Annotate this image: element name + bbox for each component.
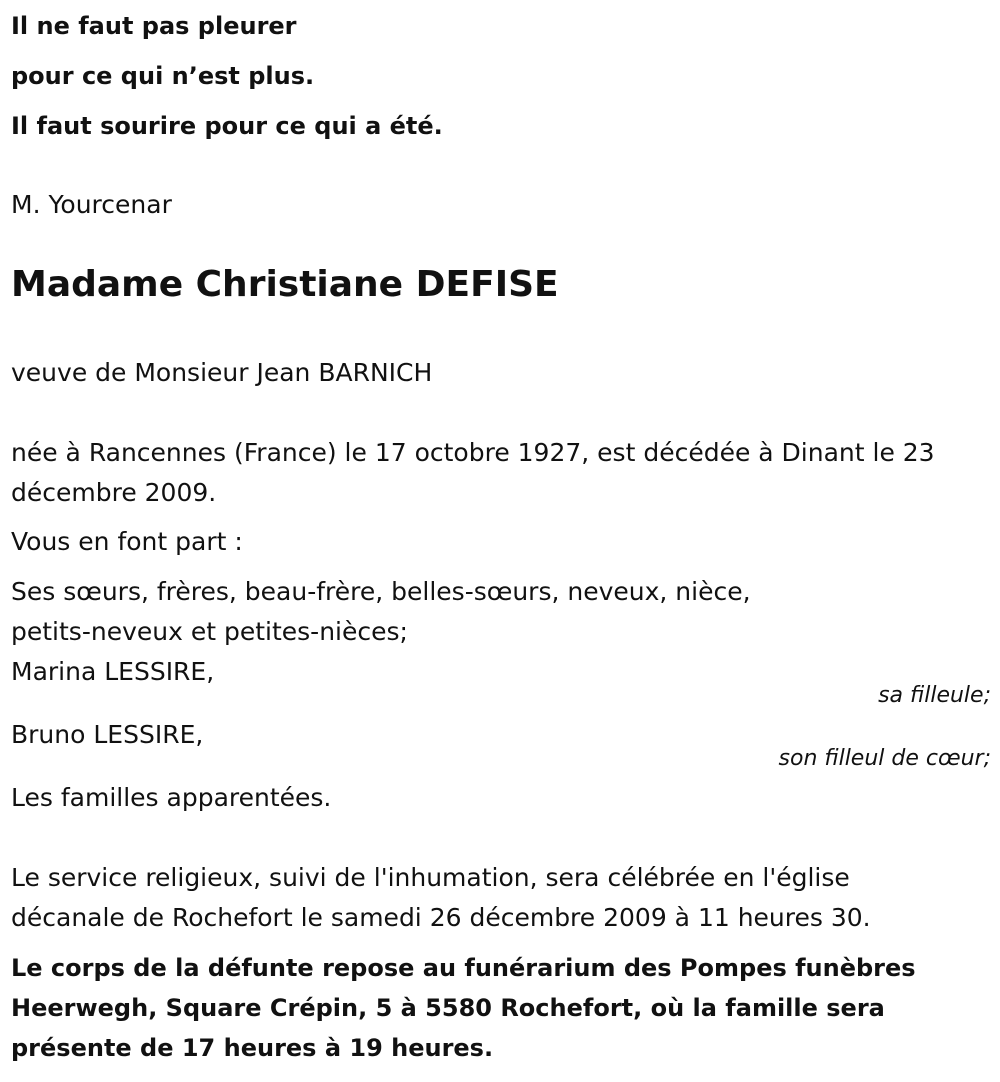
birth-death-line-2: décembre 2009.: [11, 478, 217, 507]
service-line-2: décanale de Rochefort le samedi 26 décembre 2009 à 11 heures 30.: [11, 903, 871, 932]
visitation-line-3: présente de 17 heures à 19 heures.: [11, 1034, 494, 1062]
person-relation-2: son filleul de cœur;: [778, 746, 991, 771]
quote-author: M. Yourcenar: [11, 190, 172, 219]
person-relation-1: sa filleule;: [878, 683, 991, 708]
quote-line-3: Il faut sourire pour ce qui a été.: [11, 112, 443, 140]
family-line-2: petits-neveux et petites-nièces;: [11, 617, 408, 646]
family-line-1: Ses sœurs, frères, beau-frère, belles-sœurs, neveux, nièce,: [11, 577, 751, 606]
deceased-name: Madame Christiane DEFISE: [11, 264, 559, 305]
service-line-1: Le service religieux, suivi de l'inhumation, sera célébrée en l'église: [11, 863, 850, 892]
widow-of-line: veuve de Monsieur Jean BARNICH: [11, 358, 433, 387]
visitation-line-1: Le corps de la défunte repose au funérarium des Pompes funèbres: [11, 954, 916, 982]
person-name-2: Bruno LESSIRE,: [11, 720, 204, 749]
relatives-line: Les familles apparentées.: [11, 783, 332, 812]
person-name-1: Marina LESSIRE,: [11, 657, 215, 686]
visitation-line-2: Heerwegh, Square Crépin, 5 à 5580 Rochefort, où la famille sera: [11, 994, 885, 1022]
quote-line-1: Il ne faut pas pleurer: [11, 12, 297, 40]
birth-death-line-1: née à Rancennes (France) le 17 octobre 1927, est décédée à Dinant le 23: [11, 438, 935, 467]
announcement-intro: Vous en font part :: [11, 527, 243, 556]
quote-line-2: pour ce qui n’est plus.: [11, 62, 315, 90]
